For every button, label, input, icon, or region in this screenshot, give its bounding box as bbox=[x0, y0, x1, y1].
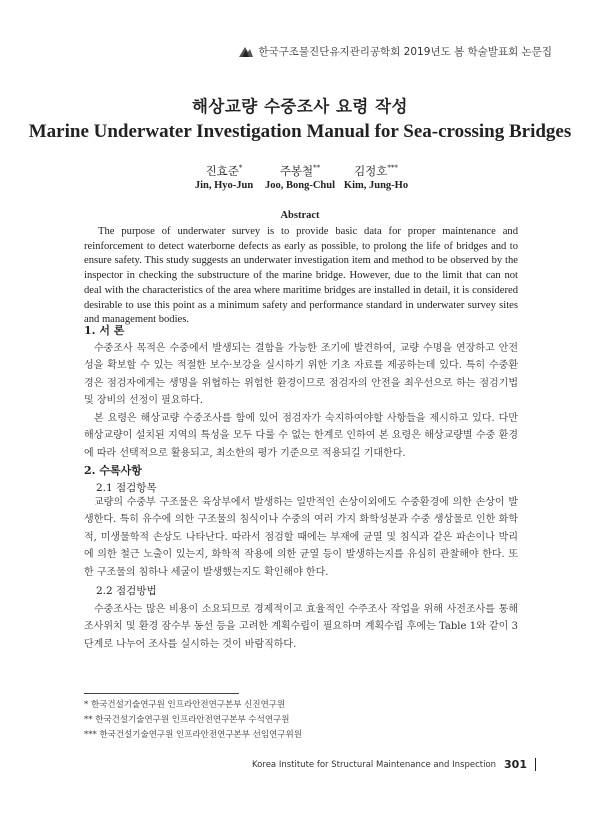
author-name: 김정호 bbox=[354, 164, 388, 178]
affiliation-mark: ** bbox=[313, 164, 321, 173]
title-korean: 해상교량 수중조사 요령 작성 bbox=[191, 97, 408, 116]
author-2-ko bbox=[262, 163, 338, 179]
section-1-paragraph-2: 본 요령은 해상교량 수중조사를 함에 있어 점검자가 숙지하여야할 사항들을 제시하고 있다. 다만 해상교량이 설치된 지역의 특성을 모두 다룰 수 없는 한계로 인하여 본 요령은 해상교량별 수중 환경에 따라 선택적으로 활용되고, 최소한의 평가 기준으로 적용되길 기대한다. bbox=[84, 413, 518, 459]
footnote-divider bbox=[84, 693, 239, 694]
abstract-heading: Abstract bbox=[280, 210, 320, 221]
page-number: 301 bbox=[504, 758, 527, 771]
running-header bbox=[239, 44, 552, 59]
author-3-ko bbox=[338, 163, 414, 179]
proceedings-name: 한국구조물진단유지관리공학회 2019년도 봄 학술발표회 논문집 bbox=[258, 46, 552, 58]
subsection-2-1-text: 교량의 수중부 구조물은 육상부에서 발생하는 일반적인 손상이외에도 수중환경에 의한 손상이 발생한다. 특히 유수에 의한 구조물의 침식이나 수중의 여러 가지 화학성분과 수중 생상물로 인한 화학적, 미생물학적 손상도 나타난다. 따라서 점검할 때에는 부재에 균열 및 침식과 같은 파손이나 박리에 의한 철근 노출이 있는지, 화학적 작용에 의한 균열 등이 발생하는지를 유심히 관찰해야 한다. 또한 구조물의 침하나 세굴이 발생했는지도 확인해야 한다. bbox=[84, 497, 518, 578]
footnote-3: *** 한국건설기술연구원 인프라안전연구본부 선임연구위원 bbox=[84, 730, 302, 740]
author-names-english bbox=[0, 180, 600, 191]
title-english: Marine Underwater Investigation Manual for Sea-crossing Bridges bbox=[28, 121, 572, 142]
section-2-heading: 2. 수록사항 bbox=[84, 464, 142, 477]
abstract-text: The purpose of underwater survey is to provide basic data for proper maintenance and reinforcement to detect waterborne defects as early as possible, to prolong the life of bridges and to ensure safety. This study suggests an underwater investigation item and method to be observed by the inspector in checking the substructure of the marine bridge. However, due to the limit that can not deal with the characteristics of the area where maritime bridges are installed in detail, it is considered desirable to use this point as a minimum safety and performance standard in underwater survey sites and management bodies. bbox=[84, 226, 518, 326]
society-logo-icon bbox=[239, 46, 253, 57]
footnote-1: * 한국건설기술연구원 인프라안전연구본부 신진연구원 bbox=[84, 700, 286, 710]
subsection-2-2-heading: 2.2 점검방법 bbox=[96, 585, 157, 597]
author-3-en: Kim, Jung-Ho bbox=[343, 180, 409, 191]
section-1-heading: 1. 서 론 bbox=[84, 324, 125, 337]
footnotes bbox=[84, 698, 302, 743]
footer-institute: Korea Institute for Structural Maintenance and Inspection bbox=[252, 759, 497, 770]
author-1-ko bbox=[186, 163, 262, 179]
footnote-2: ** 한국건설기술연구원 인프라안전연구본부 수석연구원 bbox=[84, 715, 290, 725]
author-name: 진효준 bbox=[205, 164, 239, 178]
author-1-en: Jin, Hyo-Jun bbox=[194, 180, 254, 191]
section-1-paragraph-1: 수중조사 목적은 수중에서 발생되는 결함을 가능한 조기에 발견하여, 교량 수명을 연장하고 안전성을 확보할 수 있는 적절한 보수·보강을 실시하기 위한 기초 자료를 제공하는데 있다. 특히 수중환경은 점검자에게는 생명을 위협하는 위험한 환경이므로 점검자의 안전을 최우선으로 하는 점검기법 및 장비의 선정이 필요하다. bbox=[84, 343, 518, 407]
subsection-2-1-heading: 2.1 점검항목 bbox=[96, 482, 157, 494]
page-footer bbox=[252, 758, 536, 771]
footer-divider bbox=[535, 758, 536, 771]
affiliation-mark: * bbox=[238, 164, 243, 173]
subsection-2-2-text: 수중조사는 많은 비용이 소요되므로 경제적이고 효율적인 수주조사 작업을 위해 사전조사를 통해 조사위치 및 환경 잠수부 동선 등을 고려한 계획수립이 필요하며 계획수립 후에는 Table 1와 같이 3단계로 나누어 조사를 실시하는 것이 바람직하다. bbox=[84, 604, 518, 650]
author-name: 주봉철 bbox=[279, 164, 314, 178]
affiliation-mark: *** bbox=[387, 164, 398, 173]
author-names-korean bbox=[0, 163, 600, 179]
author-2-en: Joo, Bong-Chul bbox=[264, 180, 336, 191]
